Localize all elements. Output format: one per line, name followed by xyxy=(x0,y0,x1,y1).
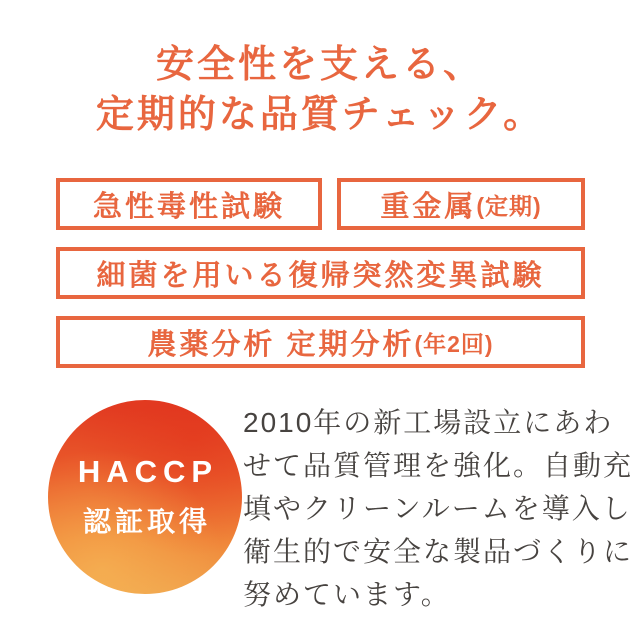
page-title-line1: 安全性を支える、 xyxy=(155,44,484,86)
box-row-3 xyxy=(56,316,585,368)
test-box-label: 重金属 xyxy=(380,190,477,223)
description-line: 衛生的で安全な製品づくりに xyxy=(243,536,634,567)
description-paragraph xyxy=(243,400,633,616)
test-box-mutation-test xyxy=(56,247,585,299)
test-box-label: 細菌を用いる復帰突然変異試験 xyxy=(96,259,545,292)
description-line: 填やクリーンルームを導入し xyxy=(243,493,632,524)
box-row-2 xyxy=(56,247,585,299)
test-box-label: 農薬分析 定期分析 xyxy=(147,328,415,361)
page-title xyxy=(0,0,640,140)
haccp-badge-line2: 認証取得 xyxy=(82,506,211,537)
description-line: 努めています。 xyxy=(243,579,451,610)
description-line: せて品質管理を強化。自動充 xyxy=(243,450,634,481)
box-row-1 xyxy=(56,178,585,230)
test-box-acute-toxicity xyxy=(56,178,322,230)
test-box-heavy-metals xyxy=(337,178,585,230)
description-line: 2010年の新工場設立にあわ xyxy=(243,407,614,438)
test-box-pesticide-analysis xyxy=(56,316,585,368)
test-box-label: 急性毒性試験 xyxy=(92,190,285,223)
test-box-suffix: (年2回) xyxy=(414,330,494,357)
haccp-badge xyxy=(48,400,242,594)
haccp-badge-line1: HACCP xyxy=(77,454,219,489)
page-title-line2: 定期的な品質チェック。 xyxy=(95,94,545,136)
test-box-suffix: (定期) xyxy=(476,192,542,219)
quality-test-boxes xyxy=(56,178,585,368)
haccp-section xyxy=(0,400,640,616)
